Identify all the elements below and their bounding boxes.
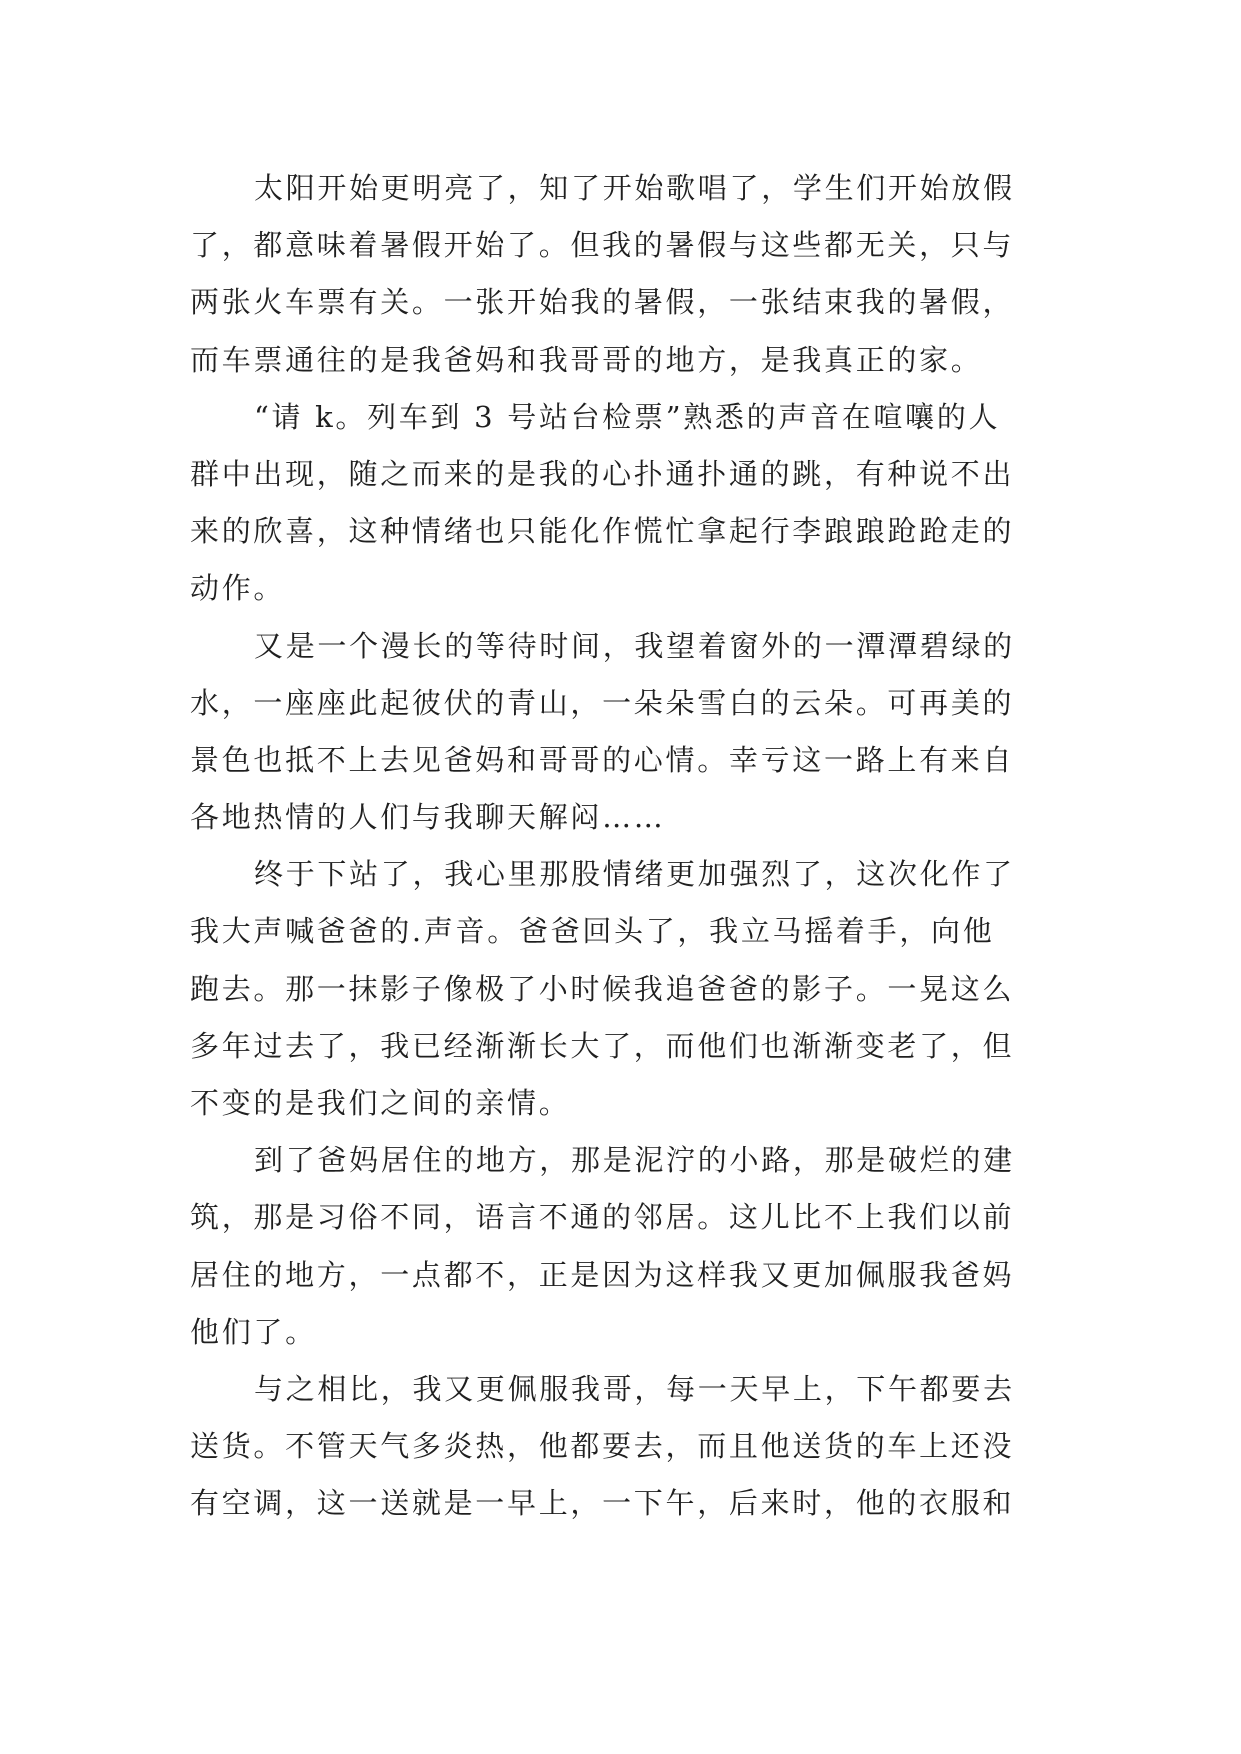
text-line: 群中出现，随之而来的是我的心扑通扑通的跳，有种说不出 [190, 456, 1015, 491]
text-line: 又是一个漫长的等待时间，我望着窗外的一潭潭碧绿的 [254, 628, 1015, 663]
text-line: 来的欣喜，这种情绪也只能化作慌忙拿起行李踉踉跄跄走的 [190, 514, 1015, 549]
text-line: 他们了。 [190, 1314, 317, 1349]
text-line: 到了爸妈居住的地方，那是泥泞的小路，那是破烂的建 [254, 1143, 1015, 1178]
text-line: 水，一座座此起彼伏的青山，一朵朵雪白的云朵。可再美的 [190, 685, 1015, 720]
text-line: 景色也抵不上去见爸妈和哥哥的心情。幸亏这一路上有来自 [190, 742, 1015, 777]
document-body [190, 160, 1050, 1533]
paragraph-2 [190, 389, 1050, 618]
paragraph-1 [190, 160, 1050, 389]
text-line: 居住的地方，一点都不，正是因为这样我又更加佩服我爸妈 [190, 1257, 1015, 1292]
text-line: 动作。 [190, 571, 286, 606]
text-line: 太阳开始更明亮了，知了开始歌唱了，学生们开始放假 [254, 171, 1015, 205]
text-line: 我大声喊爸爸的.声音。爸爸回头了，我立马摇着手，向他 [190, 914, 995, 949]
text-line: 与之相比，我又更佩服我哥，每一天早上，下午都要去 [254, 1371, 1015, 1406]
text-line: 了，都意味着暑假开始了。但我的暑假与这些都无关，只与 [190, 228, 1015, 263]
text-line: 终于下站了，我心里那股情绪更加强烈了，这次化作了 [254, 857, 1015, 892]
paragraph-4 [190, 846, 1050, 1132]
text-line: 不变的是我们之间的亲情。 [190, 1086, 571, 1120]
text-line: 多年过去了，我已经渐渐长大了，而他们也渐渐变老了，但 [190, 1028, 1015, 1063]
text-line: 而车票通往的是我爸妈和我哥哥的地方，是我真正的家。 [190, 342, 983, 377]
paragraph-5 [190, 1132, 1050, 1361]
text-line: 跑去。那一抹影子像极了小时候我追爸爸的影子。一晃这么 [190, 971, 1015, 1006]
text-line: 有空调，这一送就是一早上，一下午，后来时，他的衣服和 [190, 1486, 1015, 1521]
text-line: 两张火车票有关。一张开始我的暑假，一张结束我的暑假， [190, 285, 1015, 320]
paragraph-6 [190, 1361, 1050, 1533]
text-line: 筑，那是习俗不同，语言不通的邻居。这儿比不上我们以前 [190, 1200, 1015, 1235]
text-line: “请 k。列车到 3 号站台检票”熟悉的声音在喧嚷的人 [254, 399, 1001, 434]
paragraph-3 [190, 618, 1050, 847]
text-line: 送货。不管天气多炎热，他都要去，而且他送货的车上还没 [190, 1429, 1015, 1464]
text-line: 各地热情的人们与我聊天解闷…… [190, 800, 666, 835]
